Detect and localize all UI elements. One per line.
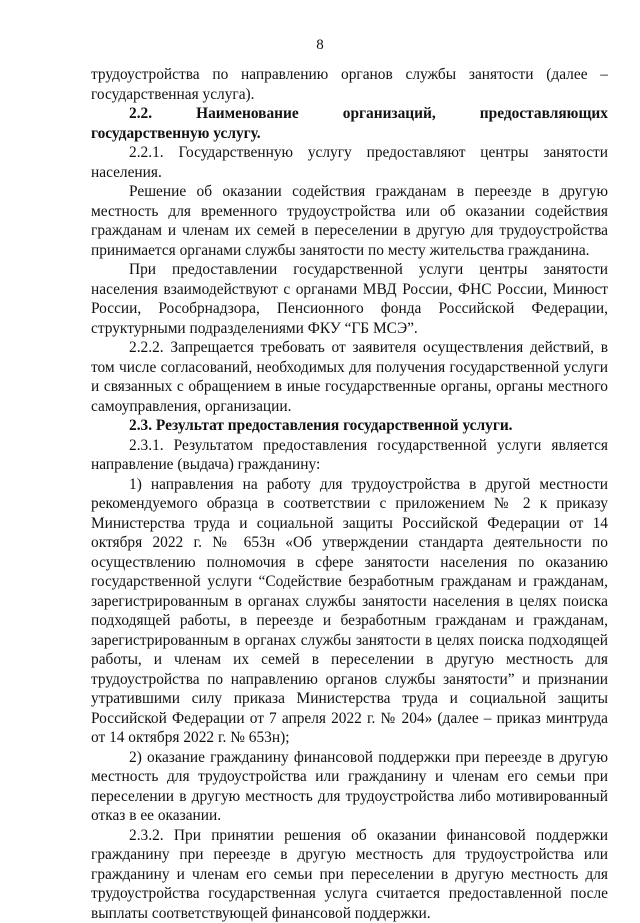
page-number: 8 [0, 36, 640, 54]
list-item-2: 2) оказание гражданину финансовой поддержки при переезде в другую местность для трудоустройства или гражданину и членам его семьи при переселении в другую местность для трудоустройства либо мотивированный отказ в ее оказании. [91, 748, 608, 826]
document-body [91, 65, 608, 923]
section-heading-2-2: 2.2. Наименование организаций, предоставляющих государственную услугу. [91, 104, 608, 143]
paragraph-interaction: При предоставлении государственной услуги центры занятости населения взаимодействуют с органами МВД России, ФНС России, Минюст России, Рособрнадзора, Пенсионного фонда Российской Федерации, структурными подразделениями ФКУ “ГБ МСЭ”. [91, 260, 608, 338]
paragraph-decision: Решение об оказании содействия гражданам в переезде в другую местность для временного трудоустройства или об оказании содействия гражданам и членам их семей в переселении в другую для трудоустройства принимается органами службы занятости по месту жительства гражданина. [91, 182, 608, 260]
paragraph-2-2-2: 2.2.2. Запрещается требовать от заявителя осуществления действий, в том числе согласований, необходимых для получения государственной услуги и связанных с обращением в иные государственные органы, органы местного самоуправления, организации. [91, 338, 608, 416]
paragraph-2-2-1: 2.2.1. Государственную услугу предоставляют центры занятости населения. [91, 143, 608, 182]
paragraph-2-3-2: 2.3.2. При принятии решения об оказании финансовой поддержки гражданину при переезде в другую местность для трудоустройства или гражданину и членам его семьи при переселении в другую местность для трудоустройства государственная услуга считается предоставленной после выплаты соответствующей финансовой поддержки. [91, 826, 608, 923]
list-item-1: 1) направления на работу для трудоустройства в другой местности рекомендуемого образца в соответствии с приложением № 2 к приказу Министерства труда и социальной защиты Российской Федерации от 14 октября 2022 г. № 653н «Об утверждении стандарта деятельности по осуществлению полномочия в сфере занятости населения по оказанию государственной услуги “Содействие безработным гражданам и гражданам, зарегистрированным в органах службы занятости населения в целях поиска подходящей работы, в переезде и безработным гражданам и гражданам, зарегистрированным в органах службы занятости в целях поиска подходящей работы, и членам их семей в переселении в другую местность для трудоустройства по направлению органов службы занятости” и признании утратившими силу приказа Министерства труда и социальной защиты Российской Федерации от 7 апреля 2022 г. № 204» (далее – приказ минтруда от 14 октября 2022 г. № 653н); [91, 475, 608, 748]
paragraph-2-3-1: 2.3.1. Результатом предоставления государственной услуги является направление (выдача) гражданину: [91, 436, 608, 475]
section-heading-2-3: 2.3. Результат предоставления государственной услуги. [91, 416, 608, 436]
paragraph-continuation: трудоустройства по направлению органов службы занятости (далее – государственная услуга). [91, 65, 608, 104]
